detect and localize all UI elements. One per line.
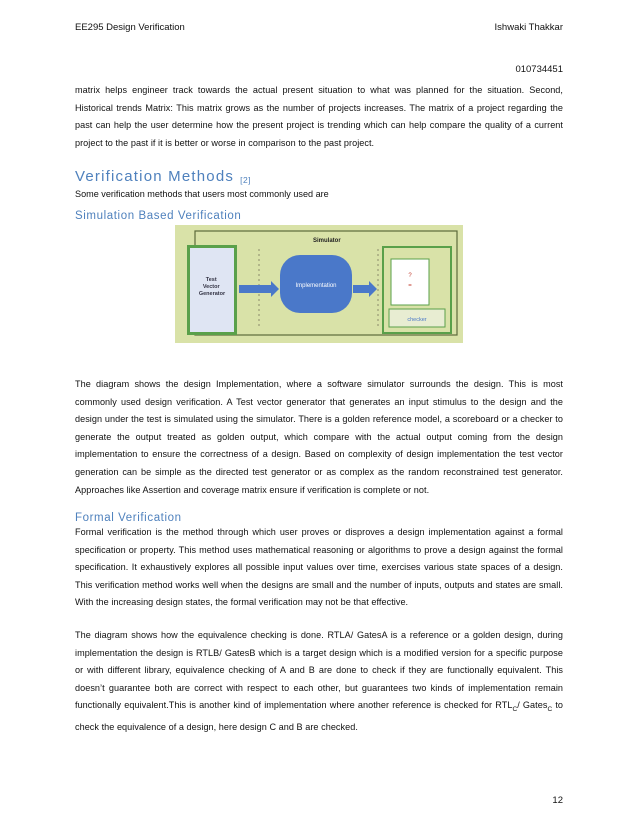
test-vector-box [190,248,234,332]
rtl-term: RTL [495,700,513,711]
implementation-label: Implementation [295,283,337,289]
formal-paragraph-1: Formal verification is the method through which user proves or disproves a design implementation against a formal specification or property. This method uses mathematical reasoning or algorithms to prove a design against the formal specification. It exhaustively explores all possible input values over time, exercises various state spaces of a design. This verification method works well when the designs are small and the number of inputs, outputs and states are small. With the increasing design states, the formal verification may not be that effective. [75,527,563,608]
formal-paragraph-2-end: to check the equivalence of a design, here design C and B are checked. [75,700,564,732]
section-heading [75,168,251,185]
citation-link[interactable]: [2] [240,175,252,185]
gates-term: / Gates [517,700,548,711]
header-course: EE295 Design Verification [75,22,185,33]
intro-paragraph: matrix helps engineer track towards the actual present situation to what was planned for the situation. Second, Historical trends Matrix: This matrix grows as the number of projects increases. The matrix of a project regarding the past can help the user determine how the present project is trending which can help compare the quality of a current project to the past if it is better or worse in comparison to the past project. [75,85,563,148]
formal-paragraph-2 [75,627,563,736]
simulation-paragraph: The diagram shows the design Implementation, where a software simulator surrounds the design. This is most commonly used design verification. A Test vector generator that generates an input stimulus to the design and the design under the test is simulated using the simulator. There is a golden reference model, a scoreboard or a checker to generate the output treated as golden output, which compare with the actual output coming from the design implementation to ensure the correctness of a design. Based on complexity of design implementation the test vector generation can be simple as the directed test generator or as complex as the random reconstrained test generator. Approaches like Assertion and coverage matrix ensure if verification is complete or not. [75,379,563,495]
simulation-diagram [175,225,463,343]
test-vector-line-2: Vector [202,284,220,290]
simulation-heading: Simulation Based Verification [75,210,242,222]
checker-label: checker [407,317,427,323]
gates-subscript: C [547,706,553,714]
page-number: 12 [552,795,563,806]
header-student-id: 010734451 [515,64,563,75]
section-title: Verification Methods [75,168,235,185]
formal-paragraph-2-main: The diagram shows how the equivalence checking is done. RTLA/ GatesA is a reference or a golden design, during implementation the design is RTLB/ GatesB which is a target design which is a modified version for a specific purpose or with different library, equivalence checking of A and B are done to check if they are functionally equivalent. This doesn’t guarantee both are correct with respect to each other, but guarantees two kinds of implementation remain functionally equivalent.This is another kind of implementation where another reference is checked for [75,630,563,711]
test-vector-line-1: Test [205,277,217,283]
golden-model-mark2-icon: = [408,283,412,289]
header-author: Ishwaki Thakkar [494,22,563,33]
test-vector-line-3: Generator [198,291,226,297]
simulator-label: Simulator [313,238,341,244]
section-lead: Some verification methods that users most commonly used are [75,189,329,199]
golden-model-box [391,259,429,305]
golden-model-mark-icon: ? [408,273,412,279]
rtl-subscript: C [512,706,518,714]
formal-heading: Formal Verification [75,512,182,524]
